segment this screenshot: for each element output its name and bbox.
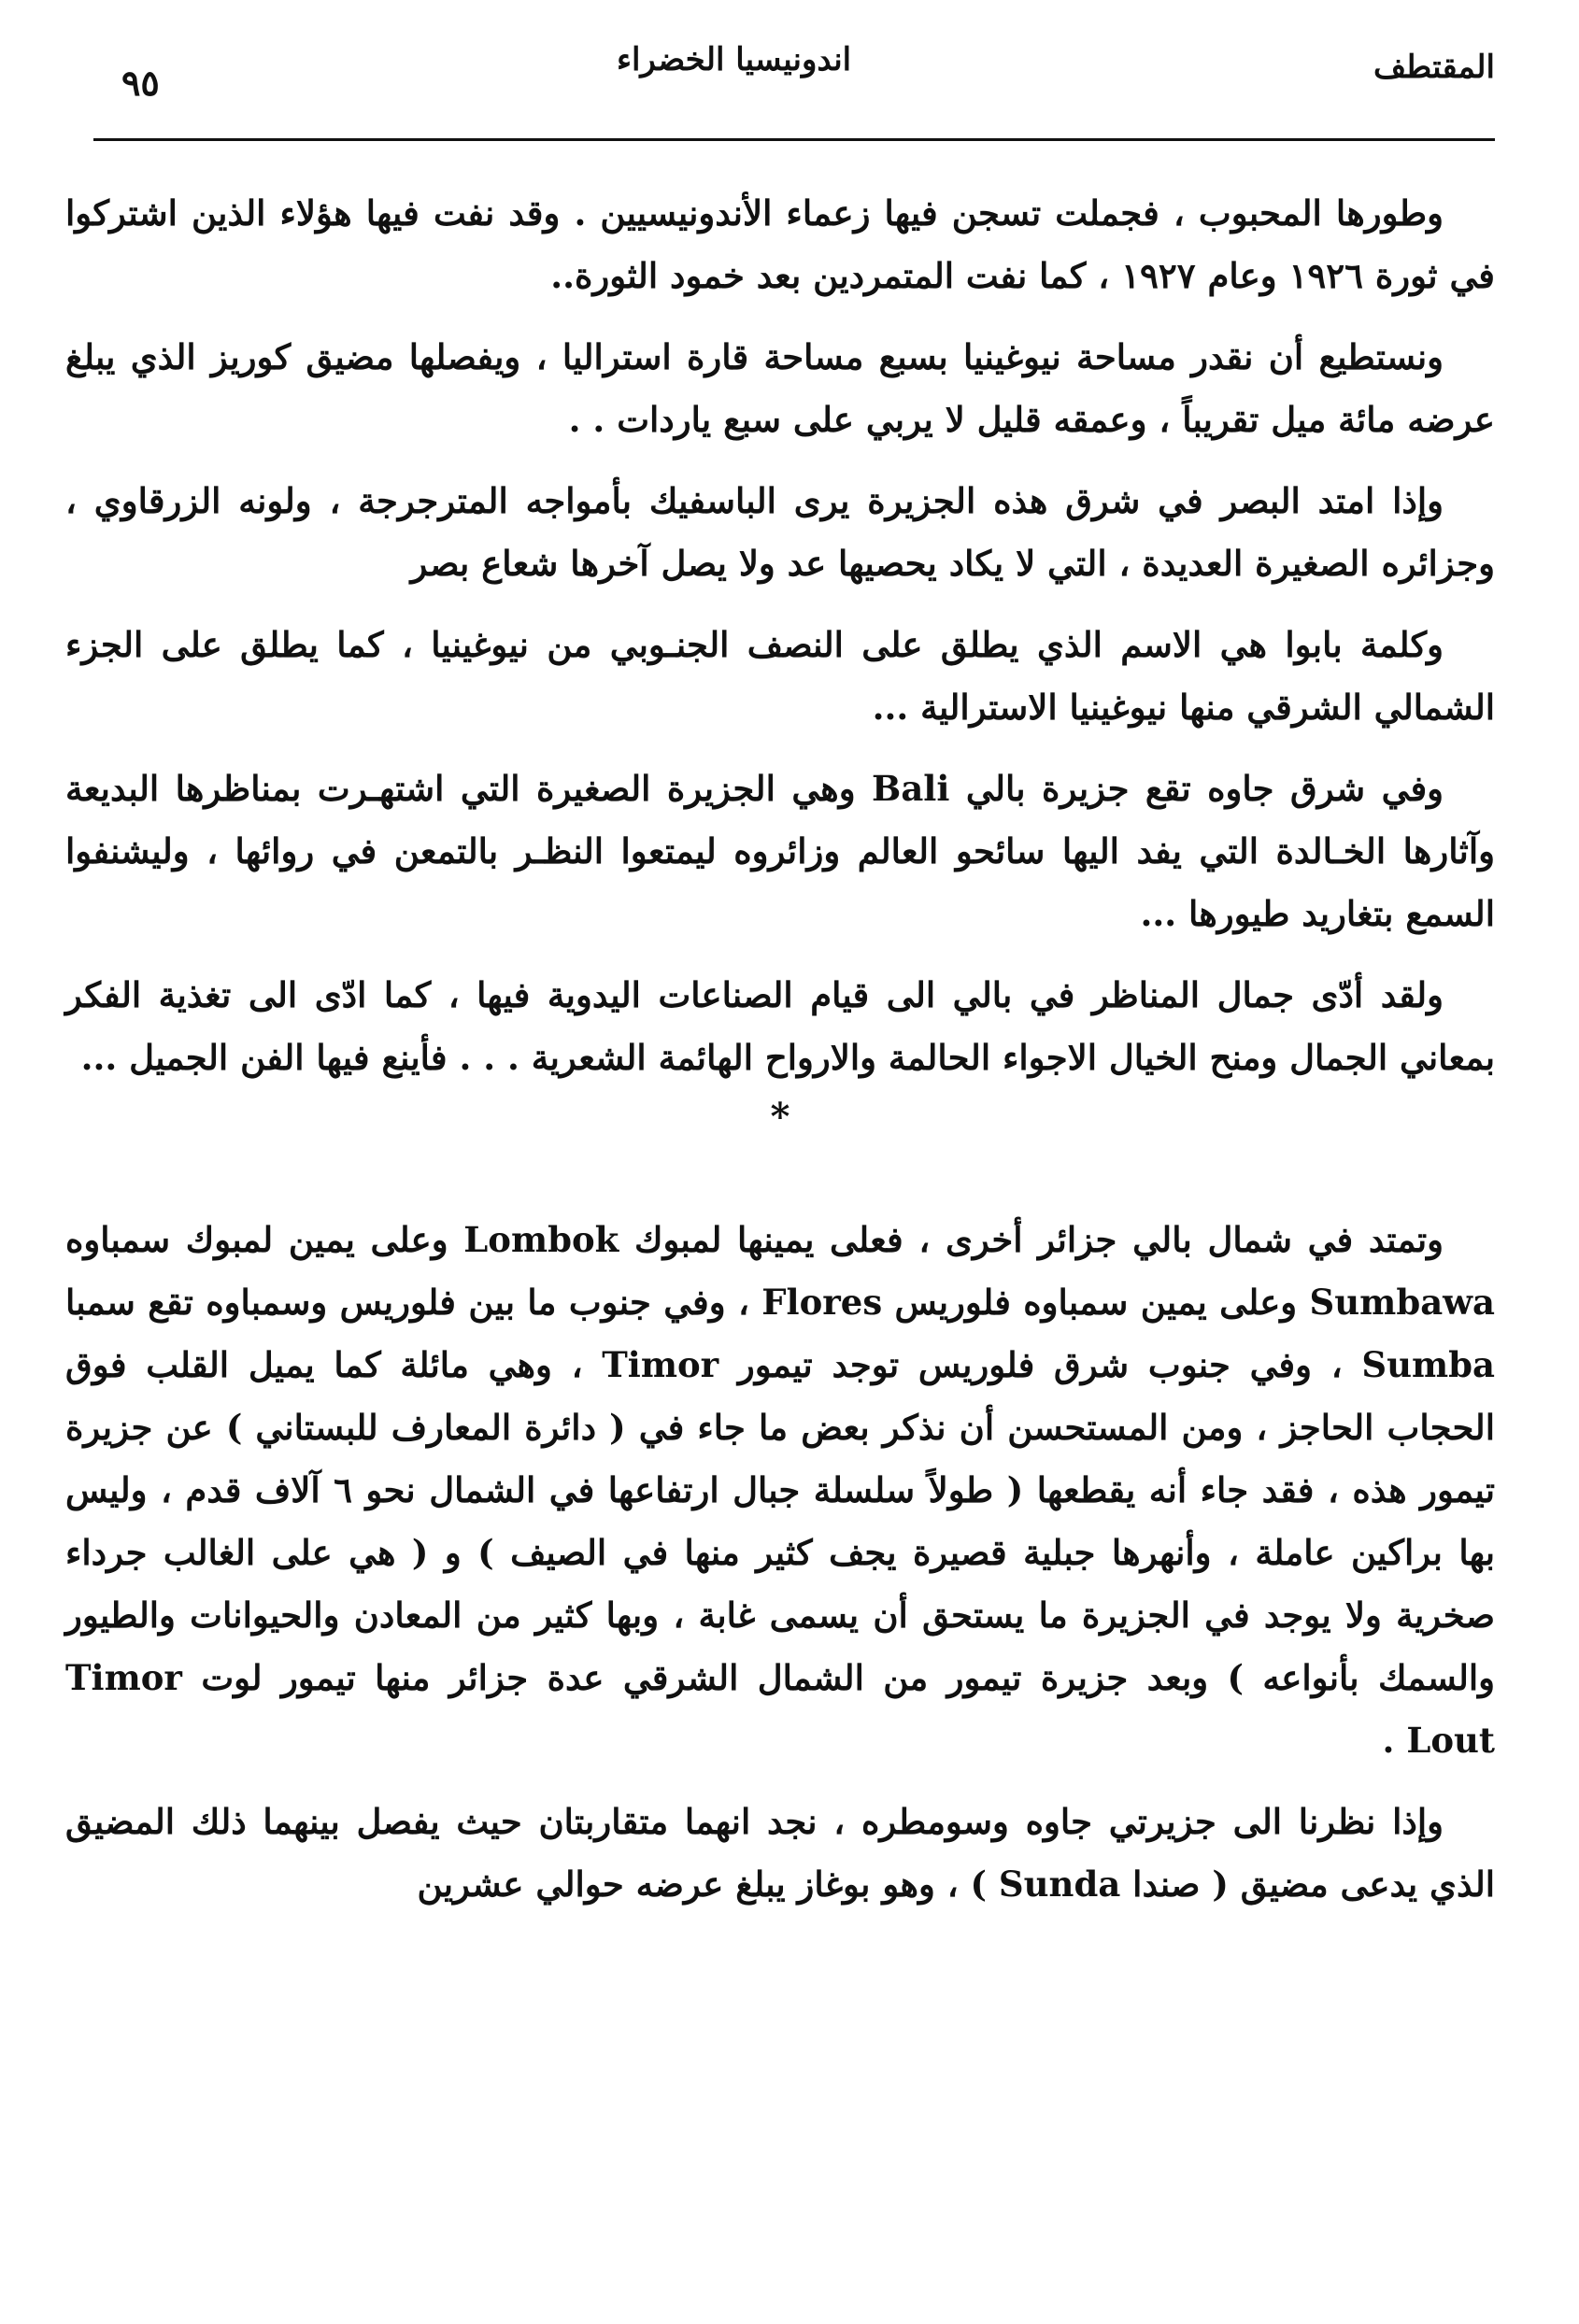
page-header [93,41,1495,106]
journal-name: المقتطف [1373,49,1495,86]
paragraph: ونستطيع أن نقدر مساحة نيوغينيا بسبع مساحة قارة استراليا ، ويفصلها مضيق كوريز الذي يبلغ عرضه مائة ميل تقريباً ، وعمقه قليل لا يربي على سبع ياردات . . [65,336,1495,440]
article-body [65,182,1495,1934]
paragraph: ولقد أدّى جمال المناظر في بالي الى قيام الصناعات اليدوية فيها ، كما ادّى الى تغذية الفكر بمعاني الجمال ومنح الخيال الاجواء الحالمة والارواح الهائمة الشعرية . . . فأينع فيها الفن الجميل ... [65,974,1495,1078]
paragraph: وتمتد في شمال بالي جزائر أخرى ، فعلى يمينها لمبوك Lombok وعلى يمين لمبوك سمباوه Sumbawa وعلى يمين سمباوه فلوريس Flores ، وفي جنوب ما بين فلوريس وسمباوه تقع سمبا Sumba ، وفي جنوب شرق فلوريس توجد تيمور Timor ، وهي مائلة كما يميل القلب فوق الحجاب الحاجز ، ومن المستحسن أن نذكر بعض ما جاء في ( دائرة المعارف للبستاني ) عن جزيرة تيمور هذه ، فقد جاء أنه يقطعها ( طولاً سلسلة جبال ارتفاعها في الشمال نحو ٦ آلاف قدم ، وليس بها براكين عاملة ، وأنهرها جبلية قصيرة يجف كثير منها في الصيف ) و ( هي على الغالب جرداء صخرية ولا يوجد في الجزيرة ما يستحق أن يسمى غابة ، وبها كثير من المعادن والحيوانات والطيور والسمك بأنواعه ) وبعد جزيرة تيمور من الشمال الشرقي عدة جزائر منها تيمور لوت Timor Lout . [65,1219,1495,1761]
running-title: اندونيسيا الخضراء [617,41,852,78]
paragraph: وطورها المحبوب ، فجملت تسجن فيها زعماء الأندونيسيين . وقد نفت فيها هؤلاء الذين اشتركوا في ثورة ١٩٢٦ وعام ١٩٢٧ ، كما نفت المتمردين بعد خمود الثورة.. [65,192,1495,296]
paragraph: وإذا امتد البصر في شرق هذه الجزيرة يرى الباسفيك بأمواجه المترجرجة ، ولونه الزرقاوي ، وجزائره الصغيرة العديدة ، التي لا يكاد يحصيها عد ولا يصل آخرها شعاع بصر [65,480,1495,584]
paragraph: وفي شرق جاوه تقع جزيرة بالي Bali وهي الجزيرة الصغيرة التي اشتهـرت بمناظرها البديعة وآثارها الخـالدة التي يفد اليها سائحو العالم وزائروه ليمتعوا النظـر بالتمعن في روائها ، وليشنفوا السمع بتغاريد طيورها ... [65,768,1495,934]
header-rule [93,138,1495,141]
paragraph: وكلمة بابوا هي الاسم الذي يطلق على النصف الجنـوبي من نيوغينيا ، كما يطلق على الجزء الشمالي الشرقي منها نيوغينيا الاسترالية ... [65,624,1495,728]
section-separator: * [770,1095,790,1139]
page-number: ٩٥ [121,62,160,104]
paragraph: وإذا نظرنا الى جزيرتي جاوه وسومطره ، نجد انهما متقاربتان حيث يفصل بينهما ذلك المضيق الذي يدعى مضيق ( صندا Sunda ) ، وهو بوغاز يبلغ عرضه حوالي عشرين [65,1801,1495,1905]
